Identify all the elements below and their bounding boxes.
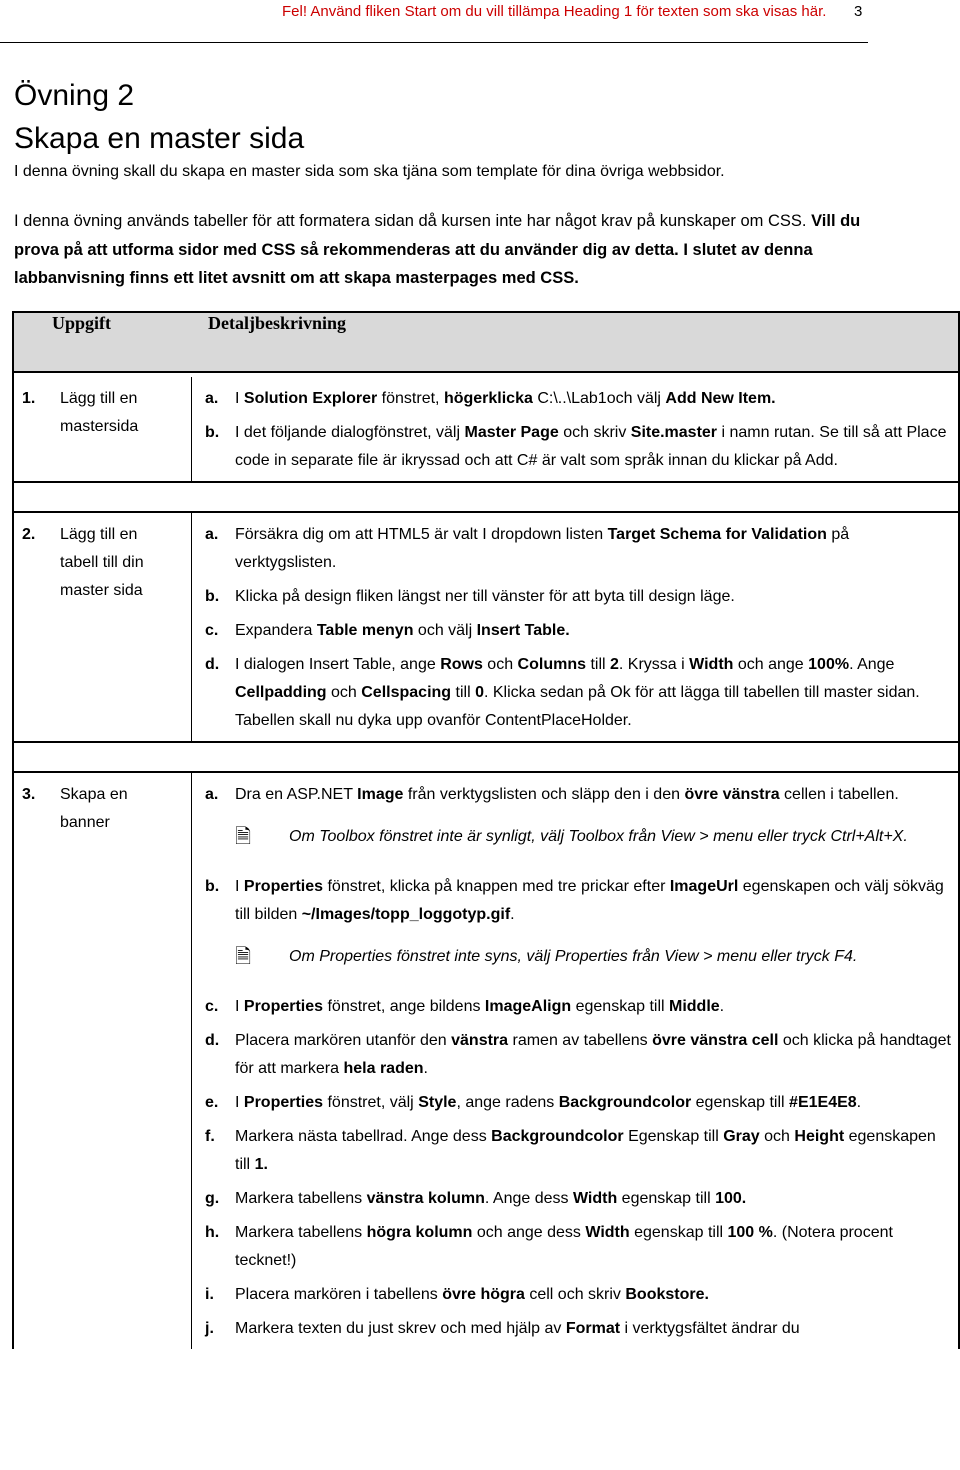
- detail-step: [199, 385, 952, 413]
- note-text: Om Properties fönstret inte syns, välj Properties från View > menu eller tryck F4.: [289, 948, 858, 965]
- detail-step: [199, 1123, 952, 1179]
- detail-step: [199, 1185, 952, 1213]
- task-row: [13, 512, 959, 742]
- step-text: I Properties fönstret, välj Style, ange radens Backgroundcolor egenskap till #E1E4E8.: [235, 1094, 862, 1111]
- header-error-text: Fel! Använd fliken Start om du vill tillämpa Heading 1 för texten som ska visas här.: [282, 3, 827, 20]
- step-text: Markera nästa tabellrad. Ange dess Backgroundcolor Egenskap till Gray och Height egenskapen till 1.: [235, 1128, 936, 1173]
- step-text: I Properties fönstret, ange bildens ImageAlign egenskap till Middle.: [235, 998, 725, 1015]
- detail-step: [199, 521, 952, 577]
- detail-cell: [199, 512, 959, 742]
- step-letter: b.: [205, 424, 220, 441]
- step-letter: g.: [205, 1190, 220, 1207]
- step-text: Markera tabellens vänstra kolumn. Ange dess Width egenskap till 100.: [235, 1190, 747, 1207]
- step-letter: h.: [205, 1224, 220, 1241]
- step-letter: f.: [205, 1128, 215, 1145]
- step-letter: j.: [205, 1320, 214, 1337]
- step-text: I Solution Explorer fönstret, högerklicka C:\..\Lab1och välj Add New Item.: [235, 390, 776, 407]
- task-number: 3.: [22, 786, 36, 803]
- task-number: 2.: [22, 526, 36, 543]
- step-text: Expandera Table menyn och välj Insert Table.: [235, 622, 570, 639]
- task-table: [12, 311, 960, 1349]
- step-text: Dra en ASP.NET Image från verktygslisten och släpp den i den övre vänstra cellen i tabellen.: [235, 786, 899, 803]
- info-paragraph-normal: I denna övning används tabeller för att formatera sidan då kursen inte har något krav på kunskaper om CSS.: [14, 212, 807, 230]
- step-text: I dialogen Insert Table, ange Rows och Columns till 2. Kryssa i Width och ange 100%. Ange Cellpadding och Cellspacing till 0. Klicka sedan på Ok för att lägga till tabellen till master sidan. Tabellen skall nu dyka upp ovanför ContentPlaceHolder.: [235, 656, 920, 729]
- step-letter: e.: [205, 1094, 219, 1111]
- info-paragraph-bold: Vill du prova på att utforma sidor med CSS så rekommenderas att du använder dig av detta. I slutet av denna labbanvisning finns ett litet avsnitt om att skapa masterpages med CSS.: [14, 212, 861, 287]
- task-title: Lägg till en mastersida: [60, 390, 139, 435]
- step-text: Markera tabellens högra kolumn och ange dess Width egenskap till 100 %. (Notera procent tecknet!): [235, 1224, 893, 1269]
- intro-paragraph: I denna övning skall du skapa en master sida som ska tjäna som template för dina övriga webbsidor.: [14, 163, 725, 180]
- task-number: 1.: [22, 390, 36, 407]
- step-note: [235, 943, 952, 971]
- detail-step: [199, 1027, 952, 1083]
- step-text: Markera texten du just skrev och med hjälp av Format i verktygsfältet ändrar du: [235, 1320, 800, 1337]
- step-text: Klicka på design fliken längst ner till vänster för att byta till design läge.: [235, 588, 735, 605]
- task-row: [13, 377, 959, 482]
- task-title: Lägg till en tabell till din master sida: [60, 526, 144, 599]
- detail-cell: [199, 772, 959, 1349]
- page-number: 3: [854, 3, 863, 20]
- note-text: Om Toolbox fönstret inte är synligt, välj Toolbox från View > menu eller tryck Ctrl+Alt+X.: [289, 828, 908, 845]
- note-document-icon: 🗎: [235, 946, 252, 968]
- info-paragraph: [14, 207, 894, 293]
- task-cell: [13, 512, 191, 742]
- task-cell: [13, 377, 191, 482]
- table-separator-row: [13, 482, 959, 512]
- spacer-cell: [191, 772, 199, 1349]
- page-title: Övning 2: [14, 79, 135, 112]
- detail-step: [199, 617, 952, 645]
- step-text: Försäkra dig om att HTML5 är valt I dropdown listen Target Schema for Validation på verktygslisten.: [235, 526, 850, 571]
- detail-step: [199, 583, 952, 611]
- task-title: Skapa en banner: [60, 786, 128, 831]
- detail-step: [199, 651, 952, 735]
- step-letter: c.: [205, 998, 219, 1015]
- step-text: Placera markören utanför den vänstra ramen av tabellens övre vänstra cell och klicka på handtaget för att markera hela raden.: [235, 1032, 951, 1077]
- detail-step: [199, 1281, 952, 1309]
- step-letter: a.: [205, 786, 219, 803]
- task-table-body: [13, 372, 959, 1349]
- step-text: I det följande dialogfönstret, välj Master Page och skriv Site.master i namn rutan. Se till så att Place code in separate file är ikryssad och att C# är valt som språk innan du klickar på Add.: [235, 424, 947, 469]
- step-letter: i.: [205, 1286, 214, 1303]
- table-header-row: [13, 312, 959, 372]
- spacer-cell: [191, 512, 199, 742]
- detail-step: [199, 419, 952, 475]
- step-letter: d.: [205, 1032, 220, 1049]
- step-letter: b.: [205, 588, 220, 605]
- detail-step: [199, 781, 952, 809]
- page-subtitle: Skapa en master sida: [14, 122, 305, 155]
- task-row: [13, 772, 959, 1349]
- detail-step: [199, 1219, 952, 1275]
- step-text: Placera markören i tabellens övre högra cell och skriv Bookstore.: [235, 1286, 709, 1303]
- column-header-detail: Detaljbeskrivning: [191, 312, 959, 372]
- detail-step: [199, 993, 952, 1021]
- step-letter: a.: [205, 390, 219, 407]
- detail-step: [199, 1089, 952, 1117]
- note-document-icon: 🗎: [235, 826, 252, 848]
- step-letter: a.: [205, 526, 219, 543]
- task-cell: [13, 772, 191, 1349]
- table-separator-row: [13, 742, 959, 772]
- detail-step: [199, 873, 952, 929]
- page-header: [0, 0, 868, 43]
- step-text: I Properties fönstret, klicka på knappen med tre prickar efter ImageUrl egenskapen och välj sökväg till bilden ~/Images/topp_loggotyp.gif.: [235, 878, 944, 923]
- step-letter: d.: [205, 656, 220, 673]
- step-note: [235, 823, 952, 851]
- spacer-cell: [191, 377, 199, 482]
- step-letter: b.: [205, 878, 220, 895]
- detail-step: [199, 1315, 952, 1343]
- step-letter: c.: [205, 622, 219, 639]
- column-header-task: Uppgift: [13, 312, 191, 372]
- detail-cell: [199, 377, 959, 482]
